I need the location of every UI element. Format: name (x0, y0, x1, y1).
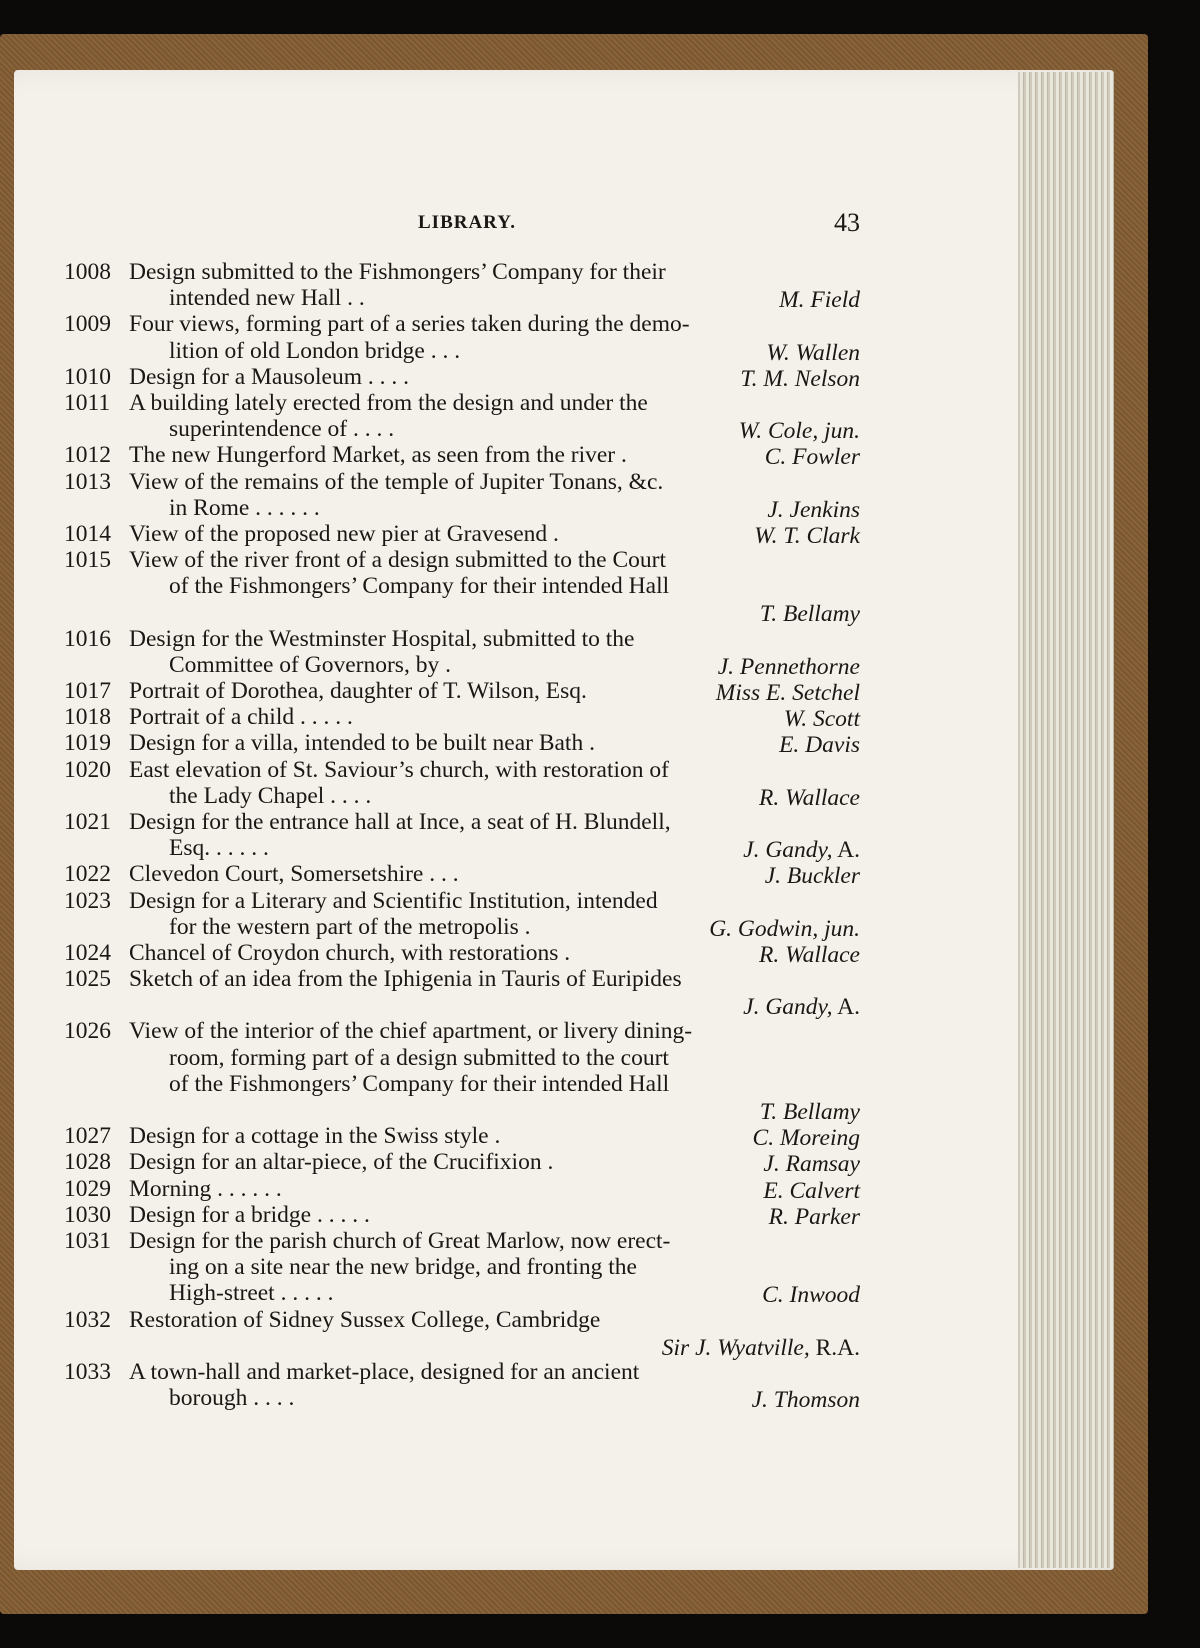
entry-description: Design for a cottage in the Swiss style . (129, 1123, 501, 1150)
entry-line (64, 992, 860, 1021)
entry-number: 1019 (64, 730, 111, 757)
entry-line (64, 1359, 860, 1385)
catalogue-entry (64, 730, 860, 759)
entry-number: 1024 (64, 939, 111, 966)
entry-artist (769, 1204, 860, 1230)
catalogue-entry (64, 1307, 860, 1359)
entry-line (64, 521, 860, 547)
entry-description: Design for the parish church of Great Marlow, now erect- (129, 1227, 671, 1254)
entry-artist (662, 1335, 860, 1361)
catalogue-entry (64, 311, 860, 366)
entry-line (64, 1202, 860, 1228)
entry-line (64, 285, 860, 314)
catalogue-entry (64, 1176, 860, 1202)
entry-line (64, 940, 860, 966)
entry-line (64, 730, 860, 759)
entry-artist (779, 732, 860, 758)
entry-description: borough . . . . (169, 1385, 295, 1412)
entry-description: in Rome . . . . . . (169, 494, 320, 521)
entry-description: the Lady Chapel . . . . (169, 782, 372, 809)
catalogue-entry (64, 1228, 860, 1307)
entry-artist (759, 785, 860, 811)
artist-name: R. Wallace (759, 941, 860, 968)
entry-description: Portrait of a child . . . . . (129, 704, 353, 731)
entry-number: 1009 (64, 311, 111, 338)
entry-line (64, 495, 860, 521)
entry-description: A town-hall and market-place, designed for an ancient (129, 1358, 640, 1385)
entry-artist (760, 601, 860, 627)
catalogue-entry (64, 442, 860, 471)
entry-number: 1028 (64, 1149, 111, 1176)
catalogue-entry (64, 678, 860, 704)
entry-number: 1021 (64, 808, 111, 835)
artist-name: W. T. Clark (754, 522, 860, 549)
artist-name: M. Field (779, 287, 860, 314)
entry-number: 1013 (64, 468, 111, 495)
artist-name: C. Inwood (762, 1282, 860, 1309)
entry-description: View of the river front of a design submitted to the Court (129, 547, 667, 574)
entry-description: Design for a villa, intended to be built near Bath . (129, 730, 595, 757)
entry-number: 1032 (64, 1306, 111, 1333)
artist-name: W. Scott (783, 706, 860, 733)
artist-name: E. Calvert (763, 1177, 860, 1204)
entry-description: View of the remains of the temple of Jupiter Tonans, &c. (129, 468, 664, 495)
entry-artist (767, 497, 860, 523)
entry-artist (762, 1282, 860, 1308)
entry-line (64, 914, 860, 940)
entry-description: Design for a bridge . . . . . (129, 1201, 370, 1228)
catalogue-entries (64, 259, 860, 1414)
catalogue-entry (64, 1358, 860, 1414)
entry-description: Committee of Governors, by . (169, 651, 451, 678)
entry-description: room, forming part of a design submitted to the court (169, 1044, 669, 1071)
artist-name: T. M. Nelson (740, 365, 860, 392)
entry-line (64, 1123, 860, 1152)
entry-line (64, 259, 860, 285)
entry-description: East elevation of St. Saviour’s church, with restoration of (129, 756, 669, 783)
entry-number: 1016 (64, 625, 111, 652)
entry-description: Portrait of Dorothea, daughter of T. Wilson, Esq. (129, 678, 587, 704)
entry-number: 1020 (64, 756, 111, 783)
entry-description: Design for a Literary and Scientific Institution, intended (129, 887, 658, 914)
catalogue-entry (64, 861, 860, 890)
entry-line (64, 704, 860, 733)
entry-artist (779, 287, 860, 313)
entry-description: intended new Hall . . (169, 285, 365, 312)
entry-description: superintendence of . . . . (169, 416, 395, 443)
entry-line (64, 1307, 860, 1333)
entry-artist (759, 942, 860, 968)
entry-artist (763, 1178, 860, 1204)
artist-name: R. Wallace (759, 784, 860, 811)
catalogue-entry (64, 1149, 860, 1178)
catalogue-entry (64, 1123, 860, 1152)
page-header (64, 204, 860, 244)
entry-description: of the Fishmongers’ Company for their intended Hall (169, 573, 670, 600)
artist-name: C. Moreing (752, 1125, 860, 1152)
catalogue-entry (64, 757, 860, 809)
entry-line (64, 390, 860, 416)
entry-line (64, 1071, 860, 1097)
entry-number: 1022 (64, 861, 111, 888)
entry-description: Design for the entrance hall at Ince, a seat of H. Blundell, (129, 808, 671, 835)
entry-number: 1027 (64, 1123, 111, 1150)
entry-number: 1017 (64, 678, 111, 704)
entry-number: 1031 (64, 1227, 111, 1254)
artist-name: J. Jenkins (767, 496, 860, 523)
entry-line (64, 442, 860, 471)
entry-line (64, 1254, 860, 1280)
entry-number: 1011 (64, 389, 111, 416)
artist-name: T. Bellamy (759, 1099, 860, 1125)
entry-number: 1015 (64, 547, 111, 574)
entry-description: Chancel of Croydon church, with restorations . (129, 939, 571, 966)
catalogue-entry (64, 966, 860, 1021)
entry-line (64, 1333, 860, 1359)
artist-name: R. Parker (768, 1203, 860, 1230)
catalogue-entry (64, 626, 860, 678)
artist-name: J. Gandy, (743, 837, 833, 864)
entry-artist (763, 1151, 860, 1177)
entry-number: 1029 (64, 1175, 111, 1202)
entry-line (64, 338, 860, 364)
artist-title: R.A. (809, 1334, 860, 1361)
entry-line (64, 1280, 860, 1309)
entry-line (64, 652, 860, 678)
entry-number: 1018 (64, 704, 111, 731)
catalogue-entry (64, 521, 860, 547)
entry-artist (709, 916, 860, 942)
catalogue-entry (64, 389, 860, 445)
entry-number: 1030 (64, 1201, 111, 1228)
entry-description: Design for an altar-piece, of the Crucifixion . (129, 1149, 554, 1176)
catalogue-entry (64, 1202, 860, 1228)
entry-line (64, 1018, 860, 1044)
entry-number: 1008 (64, 259, 111, 285)
artist-name: W. Wallen (766, 339, 860, 366)
catalogue-entry (64, 259, 860, 314)
entry-artist (743, 837, 860, 863)
catalogue-entry (64, 704, 860, 733)
entry-number: 1033 (64, 1358, 111, 1385)
artist-name: Miss E. Setchel (715, 680, 860, 706)
artist-name: C. Fowler (764, 444, 860, 471)
catalogue-entry (64, 547, 860, 626)
entry-number: 1026 (64, 1018, 111, 1045)
entry-line (64, 809, 860, 835)
artist-name: W. Cole, jun. (738, 418, 860, 445)
entry-description: Esq. . . . . . (169, 835, 269, 862)
entry-artist (740, 366, 860, 392)
entry-artist (754, 523, 860, 549)
entry-line (64, 1176, 860, 1202)
artist-name: J. Ramsay (763, 1151, 860, 1178)
artist-name: J. Gandy, (743, 994, 833, 1021)
catalogue-entry (64, 364, 860, 390)
entry-description: Design submitted to the Fishmongers’ Company for their (129, 259, 666, 285)
entry-line (64, 966, 860, 992)
entry-line (64, 599, 860, 628)
entry-artist (743, 994, 860, 1020)
entry-line (64, 678, 860, 704)
entry-artist (718, 654, 860, 680)
entry-description: Design for the Westminster Hospital, submitted to the (129, 625, 635, 652)
entry-artist (760, 1099, 860, 1125)
entry-artist (765, 863, 860, 889)
entry-number: 1025 (64, 966, 111, 993)
entry-line (64, 1097, 860, 1123)
entry-number: 1023 (64, 887, 111, 914)
entry-line (64, 1228, 860, 1254)
entry-artist (739, 418, 860, 444)
entry-description: lition of old London bridge . . . (169, 337, 461, 364)
entry-artist (716, 680, 860, 706)
entry-description: Sketch of an idea from the Iphigenia in Tauris of Euripides (129, 966, 682, 993)
entry-description: Four views, forming part of a series taken during the demo- (129, 311, 690, 338)
entry-line (64, 757, 860, 783)
artist-name: G. Godwin, jun. (709, 915, 860, 942)
catalogue-entry (64, 808, 860, 864)
entry-line (64, 861, 860, 890)
page-edges (1018, 72, 1114, 1568)
entry-artist (765, 444, 860, 470)
entry-line (64, 547, 860, 573)
entry-line (64, 1045, 860, 1071)
entry-number: 1014 (64, 520, 111, 547)
page-number: 43 (834, 208, 860, 237)
entry-description: The new Hungerford Market, as seen from the river . (129, 442, 627, 469)
catalogue-entry (64, 888, 860, 940)
artist-name: T. Bellamy (759, 601, 860, 628)
entry-description: of the Fishmongers’ Company for their intended Hall (169, 1070, 670, 1097)
entry-description: Design for a Mausoleum . . . . (129, 363, 409, 390)
artist-name: E. Davis (779, 732, 860, 759)
artist-name: J. Thomson (751, 1387, 860, 1414)
artist-title: A. (832, 994, 860, 1021)
catalogue-entry (64, 940, 860, 966)
entry-line (64, 1149, 860, 1178)
entry-description: A building lately erected from the design and under the (129, 389, 648, 416)
entry-description: Morning . . . . . . (129, 1175, 282, 1202)
running-title: LIBRARY. (418, 212, 516, 233)
entry-artist (766, 340, 860, 366)
entry-line (64, 626, 860, 652)
catalogue-entry (64, 469, 860, 521)
entry-line (64, 835, 860, 864)
entry-description: for the western part of the metropolis . (169, 913, 531, 940)
entry-line (64, 469, 860, 495)
entry-artist (752, 1387, 860, 1413)
entry-description: View of the interior of the chief apartment, or livery dining- (129, 1018, 693, 1045)
entry-line (64, 416, 860, 445)
entry-description: High-street . . . . . (169, 1280, 334, 1307)
entry-line (64, 364, 860, 390)
artist-title: A. (832, 837, 860, 864)
entry-description: Clevedon Court, Somersetshire . . . (129, 861, 459, 888)
catalogue-entry (64, 1018, 860, 1123)
entry-line (64, 311, 860, 337)
entry-artist (753, 1125, 860, 1151)
entry-description: View of the proposed new pier at Gravesend . (129, 520, 559, 547)
entry-description: ing on a site near the new bridge, and fronting the (169, 1254, 637, 1281)
entry-line (64, 783, 860, 809)
entry-number: 1010 (64, 363, 111, 390)
entry-description: Restoration of Sidney Sussex College, Cambridge (129, 1306, 601, 1333)
entry-artist (784, 706, 860, 732)
entry-line (64, 573, 860, 599)
entry-line (64, 1385, 860, 1414)
entry-line (64, 888, 860, 914)
artist-name: Sir J. Wyatville, (661, 1334, 810, 1361)
artist-name: J. Buckler (764, 863, 860, 890)
entry-number: 1012 (64, 442, 111, 469)
artist-name: J. Pennethorne (717, 653, 860, 680)
